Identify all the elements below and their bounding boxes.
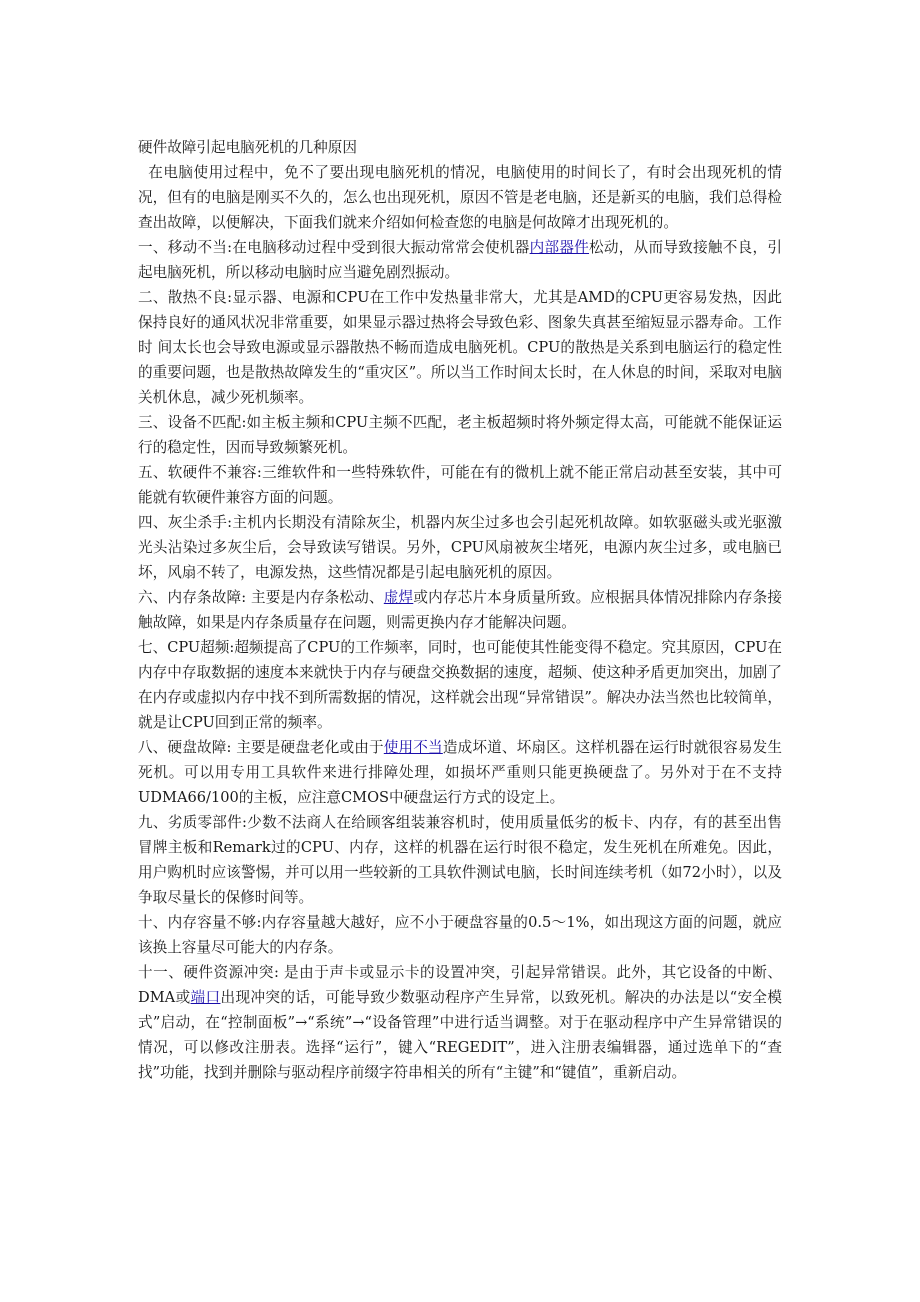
cause-memory-fault <box>138 585 782 635</box>
cause-text: 主要是内存条松动、 <box>246 589 384 606</box>
cause-text: 主机内长期没有清除灰尘，机器内灰尘过多也会引起死机故障。如软驱磁头或光驱激光头沾染过多灰尘后，会导致读写错误。另外，CPU风扇被灰尘堵死，电源内灰尘过多，或电脑已坏，风扇不转了，电源发热，这些情况都是引起电脑死机的原因。 <box>138 514 782 581</box>
cause-heading: 四、灰尘杀手: <box>138 514 233 531</box>
link-port[interactable]: 端口 <box>190 989 221 1006</box>
link-cold-solder[interactable]: 虚焊 <box>383 589 414 606</box>
cause-text: 少数不法商人在给顾客组装兼容机时，使用质量低劣的板卡、内存，有的甚至出售冒牌主板和Remark过的CPU、内存，这样的机器在运行时很不稳定，发生死机在所难免。因此，用户购机时应该警惕，并可以用一些较新的工具软件测试电脑，长时间连续考机（如72小时），以及争取尽量长的保修时间等。 <box>138 814 782 906</box>
cause-incompatible <box>138 460 782 510</box>
cause-text: 在电脑移动过程中受到很大振动常常会使机器 <box>232 239 530 256</box>
cause-moving <box>138 235 782 285</box>
cause-text: 造成坏道、坏扇区。这样机器在运行时就很容易发生死机。可以用专用工具软件来进行排障处理，如损坏严重则只能更换硬盘了。另外对于在不支持UDMA66/100的主板，应注意CMOS中硬盘运行方式的设定上。 <box>138 739 782 806</box>
link-internal-components[interactable]: 内部器件 <box>529 239 590 256</box>
link-improper-use[interactable]: 使用不当 <box>383 739 443 756</box>
cause-text: 或内存芯片本身质量所致。应根据具体情况排除内存条接触故障，如果是内存条质量存在问题，则需更换内存才能解决问题。 <box>138 589 782 631</box>
cause-heading: 九、劣质零部件: <box>138 814 247 831</box>
document-title: 硬件故障引起电脑死机的几种原因 <box>138 139 357 156</box>
cause-cooling <box>138 285 782 410</box>
cause-dust <box>138 510 782 585</box>
cause-disk-fault <box>138 735 782 810</box>
document-page <box>138 135 782 1085</box>
cause-mismatch <box>138 410 782 460</box>
cause-text: 主要是硬盘老化或由于 <box>231 739 384 756</box>
cause-heading: 十、内存容量不够: <box>138 914 262 931</box>
cause-heading: 七、CPU超频: <box>138 639 235 656</box>
cause-text: 出现冲突的话，可能导致少数驱动程序产生异常，以致死机。解决的办法是以“安全模式”启动，在“控制面板”→“系统”→“设备管理”中进行适当调整。对于在驱动程序中产生异常错误的情况，可以修改注册表。选择“运行”，键入“REGEDIT”，进入注册表编辑器，通过选单下的“查找”功能，找到并删除与驱动程序前缀字符串相关的所有“主键”和“键值”，重新启动。 <box>138 989 782 1081</box>
cause-heading: 五、软硬件不兼容: <box>138 464 262 481</box>
cause-overclock <box>138 635 782 735</box>
cause-heading: 八、硬盘故障: <box>138 739 232 756</box>
cause-memory-capacity <box>138 910 782 960</box>
cause-inferior-parts <box>138 810 782 910</box>
cause-resource-conflict <box>138 960 782 1085</box>
cause-heading: 十一、硬件资源冲突: <box>138 964 279 981</box>
intro-paragraph: 在电脑使用过程中，免不了要出现电脑死机的情况，电脑使用的时间长了，有时会出现死机的情况，但有的电脑是刚买不久的，怎么也出现死机，原因不管是老电脑，还是新买的电脑，我们总得检查出故障，以便解决，下面我们就来介绍如何检查您的电脑是何故障才出现死机的。 <box>138 164 782 231</box>
cause-heading: 一、移动不当: <box>138 239 233 256</box>
cause-text: 内存容量越大越好，应不小于硬盘容量的0.5～1%，如出现这方面的问题，就应该换上容量尽可能大的内存条。 <box>138 914 782 956</box>
cause-text: 三维软件和一些特殊软件，可能在有的微机上就不能正常启动甚至安装，其中可能就有软硬件兼容方面的问题。 <box>138 464 782 506</box>
cause-text: 如主板主频和CPU主频不匹配，老主板超频时将外频定得太高，可能就不能保证运行的稳定性，因而导致频繁死机。 <box>138 414 782 456</box>
cause-text: 是由于声卡或显示卡的设置冲突，引起异常错误。此外，其它设备的中断、DMA或 <box>138 964 782 1006</box>
cause-heading: 二、散热不良: <box>138 289 233 306</box>
cause-heading: 三、设备不匹配: <box>138 414 247 431</box>
cause-text: 松动，从而导致接触不良，引起电脑死机，所以移动电脑时应当避免剧烈振动。 <box>138 239 782 281</box>
cause-heading: 六、内存条故障: <box>138 589 247 606</box>
cause-text: 显示器、电源和CPU在工作中发热量非常大，尤其是AMD的CPU更容易发热，因此保持良好的通风状况非常重要，如果显示器过热将会导致色彩、图象失真甚至缩短显示器寿命。工作时 间太长也会导致电源或显示器散热不畅而造成电脑死机。CPU的散热是关系到电脑运行的稳定性的重要问题，也是散热故障发生的“重灾区”。所以当工作时间太长时，在人休息的时间，采取对电脑关机休息，减少死机频率。 <box>138 289 782 406</box>
cause-text: 超频提高了CPU的工作频率，同时，也可能使其性能变得不稳定。究其原因，CPU在内存中存取数据的速度本来就快于内存与硬盘交换数据的速度，超频、使这种矛盾更加突出，加剧了在内存或虚拟内存中找不到所需数据的情况，这样就会出现“异常错误”。解决办法当然也比较简单，就是让CPU回到正常的频率。 <box>138 639 782 731</box>
